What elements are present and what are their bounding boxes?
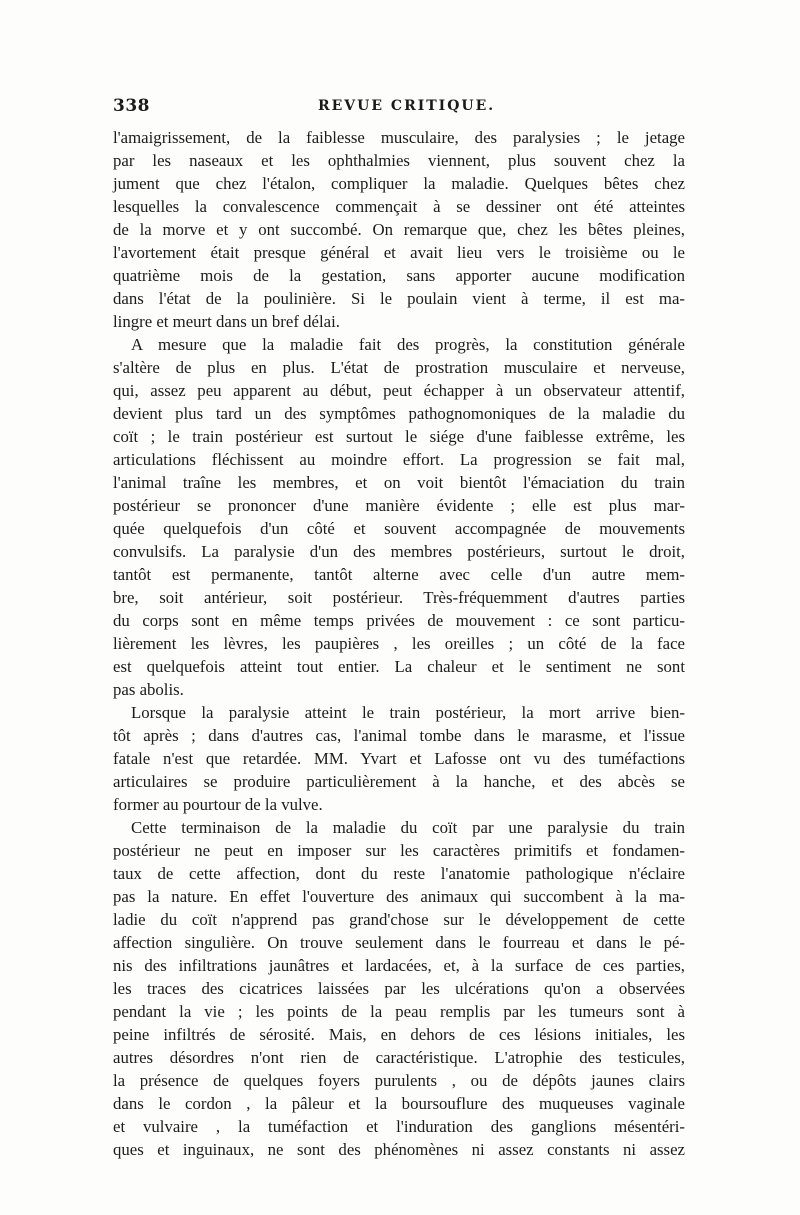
- text-line: fatale n'est que retardée. MM. Yvart et Lafosse ont vu des tuméfactions: [113, 749, 685, 768]
- text-line: convulsifs. La paralysie d'un des membres postérieurs, surtout le droit,: [113, 542, 685, 561]
- text-line: devient plus tard un des symptômes pathognomoniques de la maladie du: [113, 404, 685, 423]
- text-line: quée quelquefois d'un côté et souvent accompagnée de mouvements: [113, 519, 685, 538]
- text-line: dans le cordon , la pâleur et la boursouflure des muqueuses vaginale: [113, 1094, 685, 1113]
- text-line: lingre et meurt dans un bref délai.: [113, 312, 340, 331]
- text-line: est quelquefois atteint tout entier. La chaleur et le sentiment ne sont: [113, 657, 685, 676]
- text-line: lièrement les lèvres, les paupières , les oreilles ; un côté de la face: [113, 634, 685, 653]
- text-line: nis des infiltrations jaunâtres et lardacées, et, à la surface de ces parties,: [113, 956, 685, 975]
- text-line: ques et inguinaux, ne sont des phénomènes ni assez constants ni assez: [113, 1140, 685, 1159]
- text-line: l'amaigrissement, de la faiblesse musculaire, des paralysies ; le jetage: [113, 128, 685, 147]
- text-line: et vulvaire , la tuméfaction et l'induration des ganglions mésentéri-: [113, 1117, 685, 1136]
- text-line: autres désordres n'ont rien de caractéristique. L'atrophie des testicules,: [113, 1048, 685, 1067]
- text-line: jument que chez l'étalon, compliquer la maladie. Quelques bêtes chez: [113, 174, 685, 193]
- text-line: pas la nature. En effet l'ouverture des animaux qui succombent à la ma-: [113, 887, 685, 906]
- text-line: articulations fléchissent au moindre effort. La progression se fait mal,: [113, 450, 685, 469]
- text-line: tantôt est permanente, tantôt alterne avec celle d'un autre mem-: [113, 565, 685, 584]
- text-line: postérieur ne peut en imposer sur les caractères primitifs et fondamen-: [113, 841, 685, 860]
- text-line: quatrième mois de la gestation, sans apporter aucune modification: [113, 266, 685, 285]
- text-line: de la morve et y ont succombé. On remarque que, chez les bêtes pleines,: [113, 220, 685, 239]
- text-line: du corps sont en même temps privées de mouvement : ce sont particu-: [113, 611, 685, 630]
- text-line: former au pourtour de la vulve.: [113, 795, 323, 814]
- page-number: 338: [113, 96, 150, 116]
- text-line: lesquelles la convalescence commençait à se dessiner ont été atteintes: [113, 197, 685, 216]
- text-line: peine infiltrés de sérosité. Mais, en dehors de ces lésions initiales, les: [113, 1025, 685, 1044]
- text-line: coït ; le train postérieur est surtout le siége d'une faiblesse extrême, les: [113, 427, 685, 446]
- running-title: REVUE CRITIQUE.: [318, 98, 496, 114]
- text-line: pendant la vie ; les points de la peau remplis par les tumeurs sont à: [113, 1002, 685, 1021]
- text-line: articulaires se produire particulièrement à la hanche, et des abcès se: [113, 772, 685, 791]
- text-line: Lorsque la paralysie atteint le train postérieur, la mort arrive bien-: [131, 703, 685, 722]
- page-header: [113, 96, 685, 126]
- text-line: affection singulière. On trouve seulement dans le fourreau et dans le pé-: [113, 933, 685, 952]
- text-line: taux de cette affection, dont du reste l'anatomie pathologique n'éclaire: [113, 864, 685, 883]
- body-text: [113, 126, 685, 1161]
- text-line: Cette terminaison de la maladie du coït par une paralysie du train: [131, 818, 685, 837]
- text-line: l'animal traîne les membres, et on voit bientôt l'émaciation du train: [113, 473, 685, 492]
- text-line: qui, assez peu apparent au début, peut échapper à un observateur attentif,: [113, 381, 685, 400]
- text-line: par les naseaux et les ophthalmies viennent, plus souvent chez la: [113, 151, 685, 170]
- text-line: l'avortement était presque général et avait lieu vers le troisième ou le: [113, 243, 685, 262]
- text-line: A mesure que la maladie fait des progrès, la constitution générale: [131, 335, 685, 354]
- text-line: postérieur se prononcer d'une manière évidente ; elle est plus mar-: [113, 496, 685, 515]
- text-line: dans l'état de la poulinière. Si le poulain vient à terme, il est ma-: [113, 289, 685, 308]
- text-line: les traces des cicatrices laissées par les ulcérations qu'on a observées: [113, 979, 685, 998]
- text-line: la présence de quelques foyers purulents , ou de dépôts jaunes clairs: [113, 1071, 685, 1090]
- text-line: tôt après ; dans d'autres cas, l'animal tombe dans le marasme, et l'issue: [113, 726, 685, 745]
- text-line: bre, soit antérieur, soit postérieur. Très-fréquemment d'autres parties: [113, 588, 685, 607]
- text-line: s'altère de plus en plus. L'état de prostration musculaire et nerveuse,: [113, 358, 685, 377]
- text-line: ladie du coït n'apprend pas grand'chose sur le développement de cette: [113, 910, 685, 929]
- text-line: pas abolis.: [113, 680, 184, 699]
